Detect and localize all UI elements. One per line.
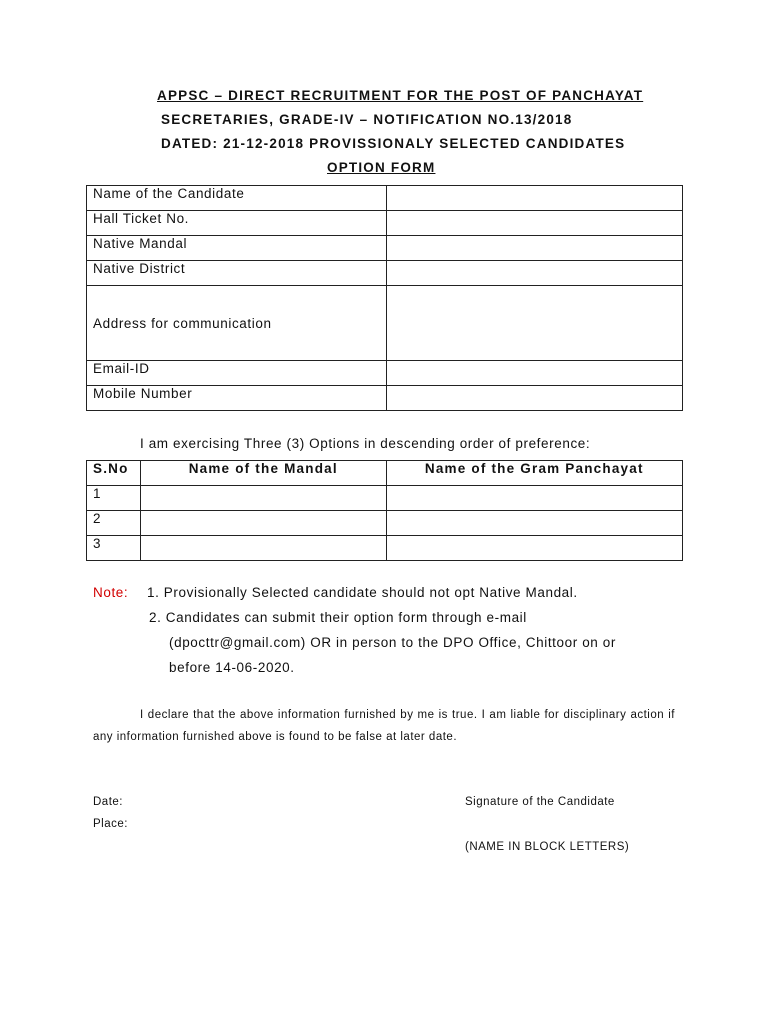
- hall-ticket-field[interactable]: [386, 211, 682, 236]
- mandal-field[interactable]: [140, 486, 386, 511]
- table-row: [87, 286, 683, 361]
- block-letters-label: (NAME IN BLOCK LETTERS): [465, 841, 630, 853]
- note-item-2-line-3: before 14-06-2020.: [169, 660, 295, 675]
- panchayat-field[interactable]: [386, 486, 682, 511]
- row-label: Hall Ticket No.: [87, 211, 387, 236]
- table-row: [87, 536, 683, 561]
- table-row: [87, 361, 683, 386]
- column-header-mandal: Name of the Mandal: [140, 461, 386, 486]
- table-row: [87, 261, 683, 286]
- panchayat-field[interactable]: [386, 511, 682, 536]
- sno-cell: 1: [87, 486, 141, 511]
- address-field[interactable]: [386, 286, 682, 361]
- mandal-field[interactable]: [140, 536, 386, 561]
- row-label: Email-ID: [87, 361, 387, 386]
- email-field[interactable]: [386, 361, 682, 386]
- row-label: Mobile Number: [87, 386, 387, 411]
- options-intro: I am exercising Three (3) Options in descending order of preference:: [140, 436, 591, 451]
- column-header-panchayat: Name of the Gram Panchayat: [386, 461, 682, 486]
- declaration-text: I declare that the above information furnished by me is true. I am liable for disciplinary action if any information furnished above is found to be false at later date.: [93, 709, 675, 743]
- table-row: [87, 386, 683, 411]
- row-label: Address for communication: [87, 286, 387, 361]
- note-item-1: 1. Provisionally Selected candidate should not opt Native Mandal.: [147, 585, 578, 600]
- table-row: [87, 211, 683, 236]
- sno-cell: 3: [87, 536, 141, 561]
- native-district-field[interactable]: [386, 261, 682, 286]
- note-item-2-line-2: (dpocttr@gmail.com) OR in person to the DPO Office, Chittoor on or: [169, 635, 616, 650]
- panchayat-field[interactable]: [386, 536, 682, 561]
- table-row: [87, 186, 683, 211]
- table-row: [87, 486, 683, 511]
- table-row: [87, 511, 683, 536]
- header-line-1: APPSC – DIRECT RECRUITMENT FOR THE POST OF PANCHAYAT: [157, 88, 644, 103]
- table-row: [87, 236, 683, 261]
- header-line-2: SECRETARIES, GRADE-IV – NOTIFICATION NO.13/2018: [161, 112, 573, 127]
- mobile-field[interactable]: [386, 386, 682, 411]
- note-item-2-line-1: 2. Candidates can submit their option form through e-mail: [149, 610, 527, 625]
- column-header-sno: S.No: [87, 461, 141, 486]
- candidate-details-table: [86, 185, 683, 411]
- candidate-name-field[interactable]: [386, 186, 682, 211]
- row-label: Name of the Candidate: [87, 186, 387, 211]
- mandal-field[interactable]: [140, 511, 386, 536]
- sno-cell: 2: [87, 511, 141, 536]
- row-label: Native Mandal: [87, 236, 387, 261]
- date-label: Date:: [93, 796, 123, 808]
- row-label: Native District: [87, 261, 387, 286]
- header-line-4: OPTION FORM: [327, 160, 436, 175]
- header-line-3: DATED: 21-12-2018 PROVISSIONALY SELECTED CANDIDATES: [161, 136, 626, 151]
- options-table: [86, 460, 683, 561]
- table-header-row: [87, 461, 683, 486]
- native-mandal-field[interactable]: [386, 236, 682, 261]
- note-label: Note:: [93, 585, 129, 600]
- signature-label: Signature of the Candidate: [465, 796, 615, 808]
- place-label: Place:: [93, 818, 128, 830]
